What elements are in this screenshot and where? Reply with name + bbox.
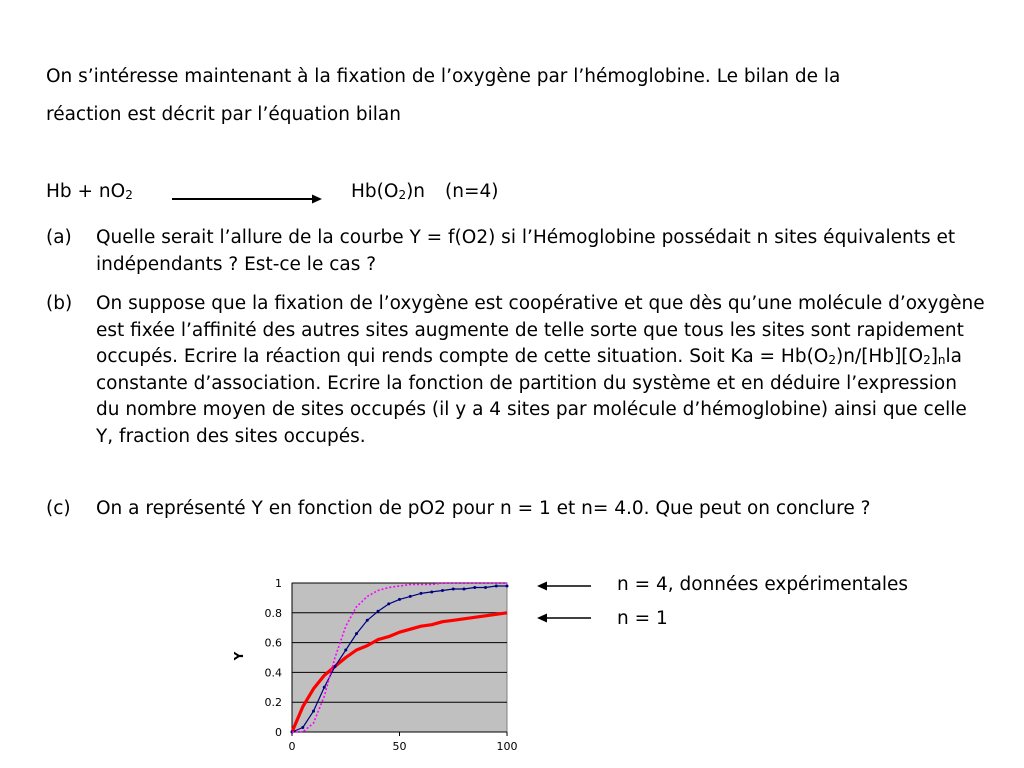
question-a [46,225,986,278]
series-point [463,587,466,590]
series-point [301,726,304,729]
plot-background [292,583,507,732]
y-tick-label: 1 [275,577,282,590]
intro-line-2: réaction est décrit par l’équation bilan [46,104,401,125]
series-point [452,587,455,590]
equation-rhs-suffix: )n [406,181,426,202]
series-point [312,710,315,713]
intro-paragraph [46,58,996,134]
series-point [323,686,326,689]
annotation-n1: n = 1 [617,608,668,629]
series-point [506,584,509,587]
equation-rhs-subscript: 2 [398,188,407,202]
series-point [441,589,444,592]
y-tick-label: 0.8 [264,606,282,620]
series-point [355,632,358,635]
question-b-text-part2: )n/[Hb][O [836,346,924,367]
plot-area [292,583,507,732]
y-tick-label: 0 [275,726,282,739]
series-point [344,649,347,652]
question-c-label: (c) [46,498,71,519]
series-point [473,586,476,589]
question-b-text-part1: On suppose que la fixation de l’oxygène est coopérative et que dès qu’une molécule d’oxygène est fixée l’affinité des autres sites augmente de telle sorte que tous les sites sont rapidement occupés. Ecrire la réaction qui rends compte de cette situation. Soit Ka = Hb(O [96,293,985,367]
series-point [430,590,433,593]
x-tick-label: 0 [288,740,296,753]
equation-n-note: (n=4) [445,181,499,202]
series-point [366,619,369,622]
question-b-sub1: 2 [828,353,837,367]
series-point [409,595,412,598]
series-point [420,592,423,595]
y-tick-label: 0.4 [264,666,282,680]
series-point [377,610,380,613]
question-b-text-part3: ] [930,346,938,367]
question-b-label: (b) [46,293,73,314]
reaction-equation [46,181,746,208]
series-point [484,586,487,589]
question-b-text [96,291,986,450]
equation-rhs [351,181,498,202]
x-tick-label: 50 [392,740,407,753]
arrow-left-icon [537,580,591,592]
x-tick-label: 100 [496,740,518,753]
question-a-text: Quelle serait l’allure de la courbe Y = f(O2) si l’Hémoglobine possédait n sites équivalents et indépendants ? Est-ce le cas ? [96,227,956,275]
equation-lhs-text: Hb + nO [46,181,126,202]
intro-line-1: On s’intéresse maintenant à la fixation de l’oxygène par l’hémoglobine. Le bilan de la [46,66,841,87]
reaction-arrow-icon [172,193,322,205]
question-b-text-part4: la constante d’association. Ecrire la fonction de partition du système et en déduire l’expression du nombre moyen de sites occupés (il y a 4 sites par molécule d’hémoglobine) ainsi que celle Y, fraction des sites occupés. [96,346,967,447]
question-c-text: On a représenté Y en fonction de pO2 pour n = 1 et n= 4.0. Que peut on conclure ? [96,498,871,519]
equation-rhs-text: Hb(O [351,181,399,202]
question-b-sub2: 2 [923,353,931,367]
question-b [46,291,986,450]
question-b-sub3: n [937,353,946,367]
series-point [495,584,498,587]
series-point [387,602,390,605]
question-a-label: (a) [46,227,72,248]
arrow-left-icon [537,612,591,624]
series-point [398,598,401,601]
series-point [334,665,337,668]
y-axis-label: Y [232,651,246,661]
y-tick-label: 0.6 [264,636,282,650]
oxygen-binding-chart [225,568,535,768]
equation-lhs [46,181,133,202]
equation-lhs-subscript: 2 [125,188,133,202]
y-tick-label: 0.2 [264,696,282,710]
question-c [46,496,986,523]
annotation-n4: n = 4, données expérimentales [617,574,909,595]
